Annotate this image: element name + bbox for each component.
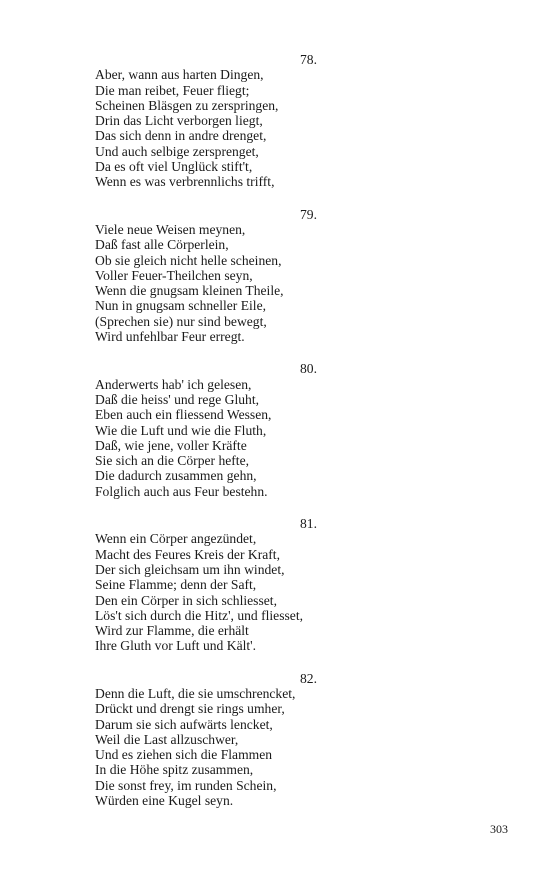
verse-line: Voller Feuer-Theilchen seyn, — [95, 267, 253, 283]
verse-line: Wenn es was verbrennlichs trifft, — [95, 174, 275, 190]
verse-line: Daß fast alle Cörperlein, — [95, 237, 229, 253]
verse-line: Aber, wann aus harten Dingen, — [95, 67, 264, 83]
verse-line: Eben auch ein fliessend Wessen, — [95, 407, 272, 423]
stanza-79 — [95, 207, 317, 345]
stanza-lines — [95, 686, 317, 808]
stanza-number: 82. — [300, 670, 317, 686]
verse-line: Drückt und drengt sie rings umher, — [95, 701, 285, 717]
verse-line: Da es oft viel Unglück stift't, — [95, 159, 253, 175]
stanza-lines — [95, 222, 317, 344]
verse-line: Die sonst frey, im runden Schein, — [95, 777, 277, 793]
verse-line: Das sich denn in andre drenget, — [95, 128, 267, 144]
verse-line: Ihre Gluth vor Luft und Kält'. — [95, 638, 257, 654]
stanza-lines — [95, 377, 317, 499]
stanza-80 — [95, 361, 317, 499]
verse-line: Wie die Luft und wie die Fluth, — [95, 422, 267, 438]
stanza-lines — [95, 531, 317, 653]
verse-line: (Sprechen sie) nur sind bewegt, — [95, 313, 267, 329]
verse-line: Der sich gleichsam um ihn windet, — [95, 561, 285, 577]
verse-line: Wird unfehlbar Feur erregt. — [95, 329, 245, 345]
stanza-lines — [95, 67, 317, 189]
verse-line: Drin das Licht verborgen liegt, — [95, 113, 263, 129]
verse-line: Wenn die gnugsam kleinen Theile, — [95, 283, 284, 299]
verse-line: Scheinen Bläsgen zu zerspringen, — [95, 97, 279, 113]
verse-line: Und auch selbige zersprenget, — [95, 143, 259, 159]
verse-line: Anderwerts hab' ich gelesen, — [95, 376, 252, 392]
stanza-number: 78. — [300, 52, 317, 67]
page-number: 303 — [490, 822, 508, 836]
verse-line: Wenn ein Cörper angezündet, — [95, 531, 257, 547]
verse-line: Wird zur Flamme, die erhält — [95, 623, 249, 639]
verse-line: Macht des Feures Kreis der Kraft, — [95, 546, 280, 562]
verse-line: Die man reibet, Feuer fliegt; — [95, 82, 250, 98]
stanza-81 — [95, 516, 317, 654]
stanza-number: 79. — [300, 206, 317, 222]
verse-line: Folglich auch aus Feur bestehn. — [95, 483, 268, 499]
stanza-82 — [95, 671, 317, 809]
verse-line: Denn die Luft, die sie umschrencket, — [95, 685, 296, 701]
verse-line: Weil die Last allzuschwer, — [95, 731, 239, 747]
verse-line: In die Höhe spitz zusammen, — [95, 762, 254, 778]
verse-line: Viele neue Weisen meynen, — [95, 221, 246, 237]
verse-line: Darum sie sich aufwärts lencket, — [95, 716, 273, 732]
verse-line: Sie sich an die Cörper hefte, — [95, 453, 250, 469]
stanza-78 — [95, 52, 317, 190]
stanza-number: 81. — [300, 516, 317, 532]
verse-line: Daß, wie jene, voller Kräfte — [95, 437, 247, 453]
verse-line: Ob sie gleich nicht helle scheinen, — [95, 252, 282, 268]
verse-line: Seine Flamme; denn der Saft, — [95, 577, 257, 593]
verse-line: Die dadurch zusammen gehn, — [95, 468, 257, 484]
verse-line: Würden eine Kugel seyn. — [95, 793, 234, 809]
verse-line: Daß die heiss' und rege Gluht, — [95, 391, 260, 407]
verse-line: Lös't sich durch die Hitz', und fliesset, — [95, 607, 304, 623]
verse-line: Nun in gnugsam schneller Eile, — [95, 298, 267, 314]
poem-page — [95, 52, 317, 825]
verse-line: Und es ziehen sich die Flammen — [95, 747, 273, 763]
verse-line: Den ein Cörper in sich schliesset, — [95, 592, 277, 608]
stanza-number: 80. — [300, 361, 317, 377]
